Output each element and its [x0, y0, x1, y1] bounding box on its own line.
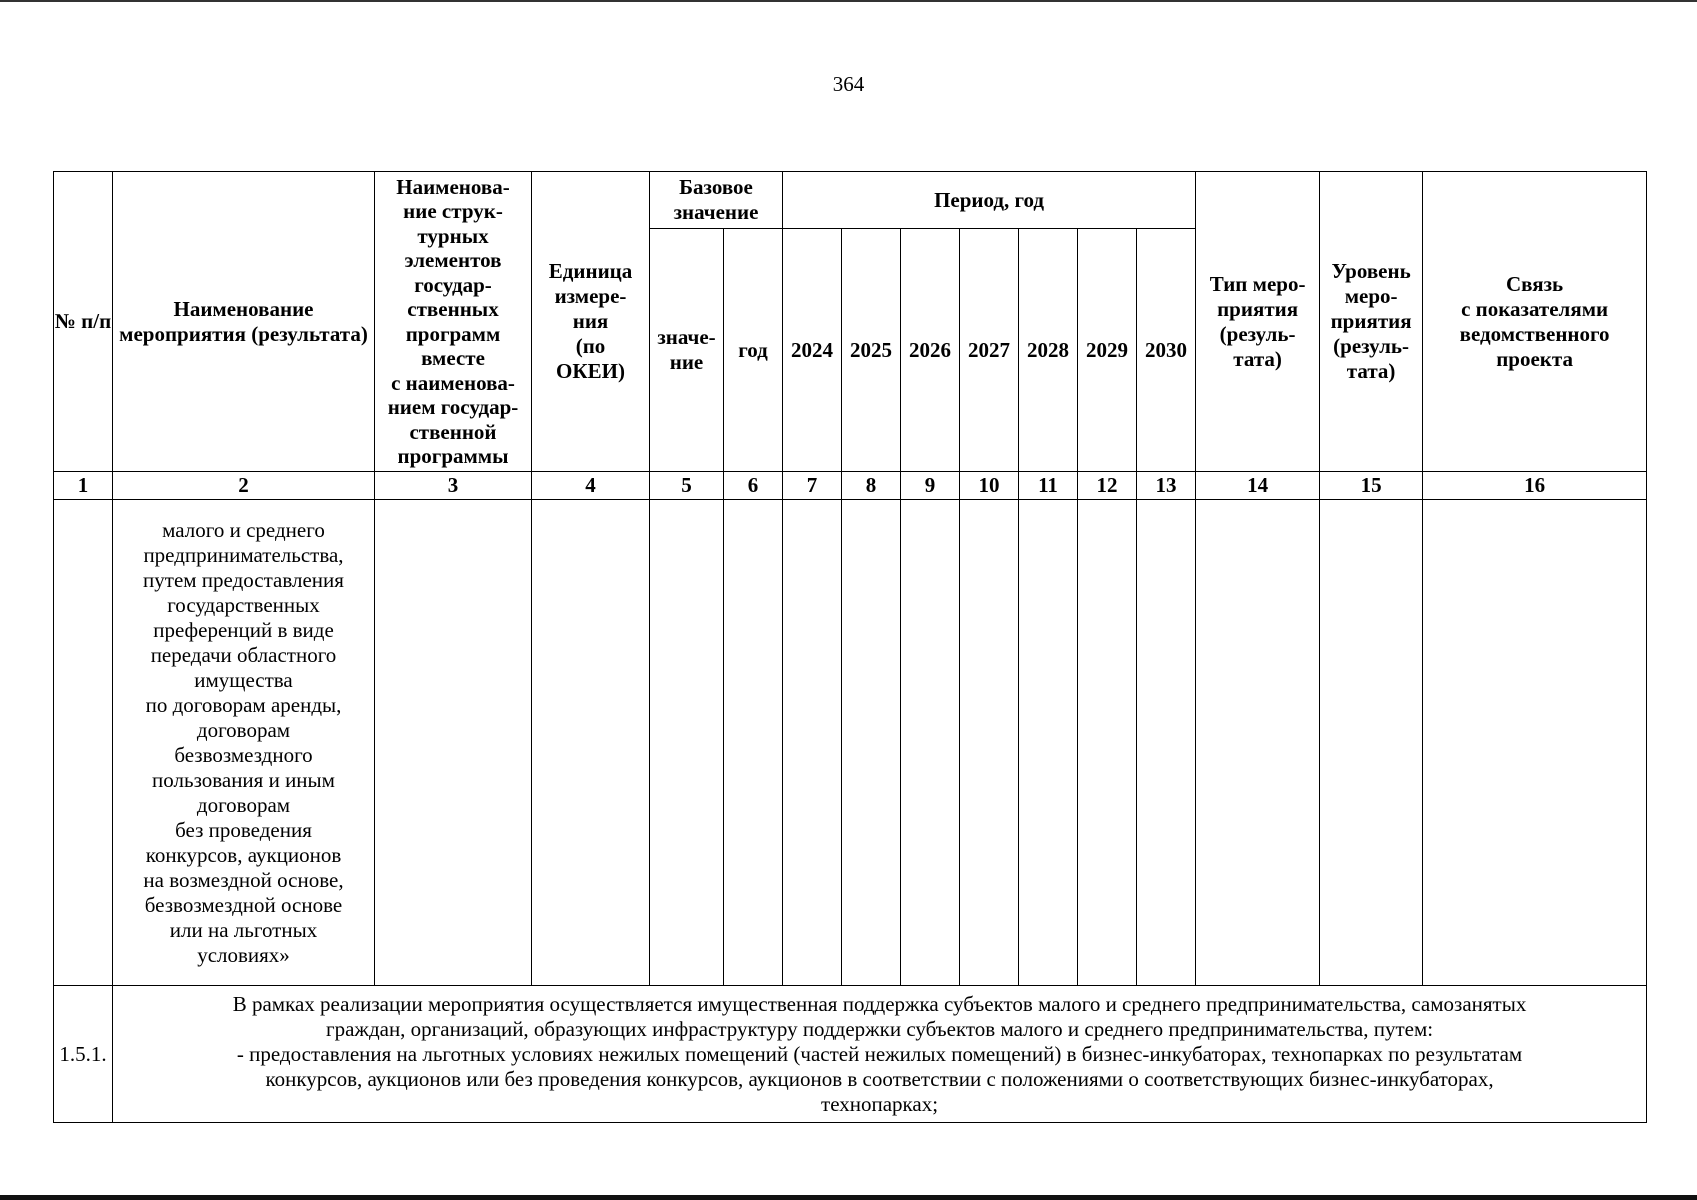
- empty-cell: [1137, 500, 1196, 986]
- column-number: 9: [901, 472, 960, 500]
- column-number: 16: [1423, 472, 1647, 500]
- measure-name-line: на возмездной основе,: [143, 867, 344, 892]
- description-number: 1.5.1.: [54, 986, 113, 1123]
- empty-cell: [375, 500, 532, 986]
- column-number: 2: [113, 472, 375, 500]
- column-number-row: [54, 472, 1647, 500]
- header-number-text: № п/п: [54, 309, 112, 333]
- header-level-line: Уровень: [1331, 259, 1411, 283]
- header-period-group-text: Период, год: [934, 188, 1045, 212]
- column-number: 12: [1078, 472, 1137, 500]
- measure-name-line: или на льготных: [169, 917, 318, 942]
- column-number: 5: [650, 472, 724, 500]
- header-structural-elements: [375, 172, 532, 472]
- column-number: 7: [783, 472, 842, 500]
- measure-name-line: передачи областного: [150, 642, 337, 667]
- measure-name-line: безвозмездной основе: [144, 892, 343, 917]
- header-unit-line: (по: [575, 334, 606, 358]
- header-unit-line: измере-: [554, 284, 627, 308]
- empty-cell: [1019, 500, 1078, 986]
- empty-cell: [1078, 500, 1137, 986]
- header-level-line: (резуль-: [1333, 334, 1410, 358]
- header-measure-name: [113, 172, 375, 472]
- description-line: В рамках реализации мероприятия осуществляется имущественная поддержка субъектов малого и среднего предпринимательства, самозанятых: [232, 991, 1527, 1016]
- header-base-value-line: значе-: [657, 325, 716, 349]
- measure-name-line: по договорам аренды,: [145, 692, 342, 717]
- column-number: 14: [1196, 472, 1320, 500]
- header-measure-name-text: Наименование мероприятия (результата): [119, 296, 368, 346]
- measure-name-line: государственных: [167, 592, 320, 617]
- header-base-year-text: год: [738, 337, 768, 362]
- measure-name-line: малого и среднего: [162, 517, 325, 542]
- measure-name-cell: [113, 500, 375, 986]
- measure-name-line: безвозмездного: [174, 742, 313, 767]
- header-year: 2025: [842, 229, 901, 472]
- header-col3-line: ние струк-: [403, 199, 503, 223]
- empty-cell: [901, 500, 960, 986]
- header-link-line: Связь: [1506, 271, 1564, 296]
- description-line: конкурсов, аукционов или без проведения конкурсов, аукционов в соответствии с положениями о соответствующих бизнес-инкубаторах,: [265, 1066, 1494, 1091]
- header-col3-line: Наименова-: [396, 174, 510, 199]
- header-link-line: проекта: [1496, 346, 1573, 371]
- header-col3-line: элементов: [404, 248, 502, 272]
- column-number: 4: [532, 472, 650, 500]
- empty-cell: [842, 500, 901, 986]
- empty-cell: [783, 500, 842, 986]
- header-link-line: ведомственного: [1459, 321, 1610, 346]
- column-number: 10: [960, 472, 1019, 500]
- header-col3-line: вместе: [421, 346, 485, 370]
- header-type-line: приятия: [1217, 296, 1299, 321]
- header-col3-line: государ-: [414, 272, 492, 297]
- header-type-line: Тип меро-: [1209, 271, 1306, 296]
- header-year: 2026: [901, 229, 960, 472]
- header-year: 2029: [1078, 229, 1137, 472]
- header-base-value-group-text: Базовое значение: [673, 175, 759, 224]
- header-indicator-link: [1423, 172, 1647, 472]
- header-col3-line: ственной: [409, 419, 497, 444]
- header-year: 2027: [960, 229, 1019, 472]
- header-level-line: меро-: [1344, 284, 1398, 308]
- header-base-value: [650, 229, 724, 472]
- header-type-line: тата): [1233, 346, 1282, 371]
- column-number: 15: [1320, 472, 1423, 500]
- measure-name-line: имущества: [194, 667, 293, 692]
- header-col3-line: нием государ-: [387, 395, 519, 419]
- row-number-cell: [54, 500, 113, 986]
- continuation-row: [54, 500, 1647, 986]
- header-col3-line: с наименова-: [391, 370, 515, 395]
- empty-cell: [1196, 500, 1320, 986]
- measure-name-line: пользования и иным: [152, 767, 335, 792]
- header-unit-line: ОКЕИ): [556, 359, 625, 383]
- measure-name-line: предпринимательства,: [143, 542, 344, 567]
- header-year: 2028: [1019, 229, 1078, 472]
- header-measure-type: [1196, 172, 1320, 472]
- column-number: 8: [842, 472, 901, 500]
- empty-cell: [1423, 500, 1647, 986]
- measure-name-line: условиях»: [197, 942, 290, 967]
- header-period-group: [783, 172, 1196, 229]
- header-unit: [532, 172, 650, 472]
- header-col3-line: программы: [397, 444, 509, 468]
- header-base-value-group: [650, 172, 783, 229]
- measure-name-line: договорам: [196, 792, 291, 817]
- page-top-edge: [0, 0, 1697, 2]
- empty-cell: [1320, 500, 1423, 986]
- measure-name-line: путем предоставления: [143, 567, 344, 592]
- header-year: 2024: [783, 229, 842, 472]
- column-number: 1: [54, 472, 113, 500]
- description-line: граждан, организаций, образующих инфраструктуру поддержки субъектов малого и среднего предпринимательства, путем:: [326, 1016, 1434, 1041]
- empty-cell: [650, 500, 724, 986]
- column-number: 3: [375, 472, 532, 500]
- header-base-value-line: ние: [669, 350, 704, 374]
- measures-table: [53, 171, 1647, 1123]
- header-unit-line: ния: [572, 309, 609, 333]
- header-base-year: [724, 229, 783, 472]
- empty-cell: [724, 500, 783, 986]
- description-row: [54, 986, 1647, 1123]
- header-link-line: с показателями: [1461, 296, 1609, 321]
- measure-name-line: договорам: [196, 717, 291, 742]
- header-measure-level: [1320, 172, 1423, 472]
- header-col3-line: турных: [417, 223, 489, 248]
- column-number: 13: [1137, 472, 1196, 500]
- measure-name-line: конкурсов, аукционов: [145, 842, 342, 867]
- column-number: 11: [1019, 472, 1078, 500]
- empty-cell: [960, 500, 1019, 986]
- header-number: [54, 172, 113, 472]
- column-number: 6: [724, 472, 783, 500]
- measure-name-line: без проведения: [175, 817, 312, 842]
- header-unit-line: Единица: [548, 259, 633, 283]
- header-level-line: приятия: [1330, 309, 1412, 333]
- page-number: 364: [832, 72, 865, 96]
- empty-cell: [532, 500, 650, 986]
- description-text: [113, 986, 1647, 1123]
- header-col3-line: программ: [405, 321, 501, 346]
- header-type-line: (резуль-: [1219, 321, 1296, 346]
- description-line: - предоставления на льготных условиях нежилых помещений (частей нежилых помещений) в бизнес-инкубаторах, технопарках по результатам: [236, 1041, 1523, 1066]
- page-bottom-edge: [0, 1195, 1697, 1200]
- measure-name-line: преференций в виде: [153, 617, 334, 642]
- header-year: 2030: [1137, 229, 1196, 472]
- header-level-line: тата): [1346, 359, 1396, 383]
- description-line: технопарках;: [821, 1091, 939, 1116]
- header-col3-line: ственных: [407, 297, 499, 321]
